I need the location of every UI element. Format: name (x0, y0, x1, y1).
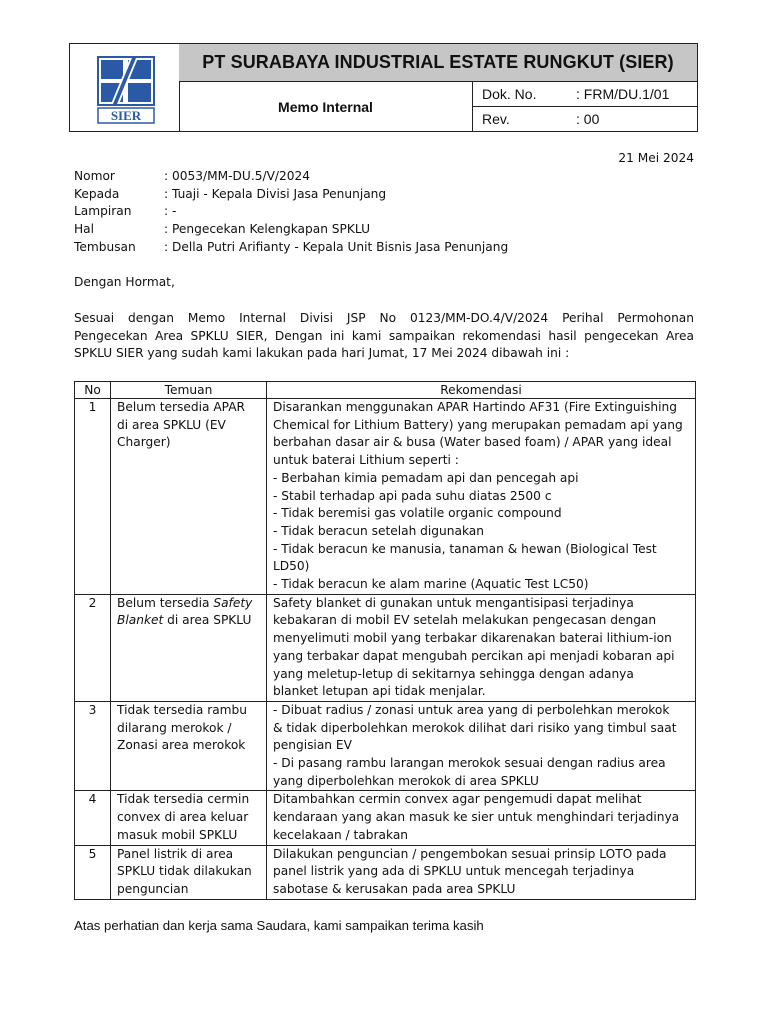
recommendation-line: yang diperbolehkan merokok di area SPKLU (273, 773, 539, 788)
meta-label: Kepada (74, 186, 120, 201)
recommendation-cell (267, 845, 696, 899)
recommendation-line: - Dibuat radius / zonasi untuk area yang di perbolehkan merokok (273, 702, 670, 717)
finding-cell (111, 399, 267, 595)
doc-number-label: Dok. No. (482, 86, 537, 102)
recommendation-line: berbahan dasar air & busa (Water based foam) / APAR yang ideal (273, 435, 672, 450)
recommendation-line: - Tidak beremisi gas volatile organic compound (273, 506, 562, 521)
recommendation-line: kebakaran di mobil EV setelah melakukan pengecasan dengan (273, 613, 657, 628)
recommendation-cell (267, 399, 696, 595)
recommendation-line: yang terbakar dapat mengubah percikan api menjadi kobaran api (273, 648, 675, 663)
table-row (75, 791, 696, 845)
meta-label: Lampiran (74, 204, 132, 219)
column-header-temuan: Temuan (111, 382, 267, 399)
finding-line: Tidak tersedia cermin (117, 792, 250, 807)
meta-value: : Della Putri Arifianty - Kepala Unit Bisnis Jasa Penunjang (164, 239, 509, 254)
finding-cell (111, 845, 267, 899)
doc-number-value: : FRM/DU.1/01 (576, 86, 670, 102)
recommendation-line: kecelakaan / tabrakan (273, 827, 409, 842)
recommendation-line: - Di pasang rambu larangan merokok sesuai dengan radius area (273, 756, 666, 771)
finding-line: Panel listrik di area (117, 846, 234, 861)
finding-line (117, 612, 260, 630)
finding-text: Belum tersedia (117, 595, 214, 610)
recommendation-line: - Tidak beracun ke manusia, tanaman & hewan (Biological Test (273, 541, 657, 556)
finding-line: SPKLU tidak dilakukan (117, 864, 252, 879)
recommendation-line: - Tidak beracun ke alam marine (Aquatic Test LC50) (273, 577, 589, 592)
finding-cell (111, 791, 267, 845)
finding-line: di area SPKLU (EV (117, 417, 226, 432)
paragraph-line: SPKLU SIER yang sudah kami lakukan pada hari Jumat, 17 Mei 2024 dibawah ini : (74, 346, 570, 361)
recommendation-line: Dilakukan penguncian / pengembokan sesuai prinsip LOTO pada (273, 846, 667, 861)
table-header-row (75, 382, 696, 399)
memo-type: Memo Internal (179, 82, 473, 131)
recommendation-line: - Tidak beracun setelah digunakan (273, 523, 484, 538)
finding-line (117, 595, 260, 613)
logo-text: SIER (110, 108, 142, 123)
row-number: 5 (75, 845, 111, 899)
row-number: 2 (75, 594, 111, 701)
revision-label: Rev. (482, 111, 510, 127)
meta-value: : 0053/MM-DU.5/V/2024 (164, 169, 311, 183)
row-number: 3 (75, 701, 111, 791)
recommendation-cell (267, 594, 696, 701)
recommendation-line: pengisian EV (273, 738, 352, 753)
finding-italic-text: Safety (213, 595, 253, 610)
recommendation-line: sabotase & kerusakan pada area SPKLU (273, 881, 516, 896)
recommendation-line: kendaraan yang akan masuk ke sier untuk menghindari terjadinya (273, 810, 680, 825)
recommendation-cell (267, 701, 696, 791)
recommendation-line: yang meletup-letup di sekitarnya sehingga dengan adanya (273, 666, 634, 681)
recommendation-line: blanket letupan api tidak menjalar. (273, 684, 486, 699)
table-row (75, 399, 696, 595)
recommendation-line: panel listrik yang ada di SPKLU untuk mencegah terjadinya (273, 864, 635, 879)
table-row (75, 845, 696, 899)
recommendation-line: untuk baterai Lithium seperti : (273, 453, 459, 468)
memo-date: 21 Mei 2024 (618, 151, 694, 165)
intro-paragraph (74, 310, 694, 363)
greeting: Dengan Hormat, (74, 275, 175, 289)
meta-value: : Pengecekan Kelengkapan SPKLU (164, 222, 370, 237)
row-number: 1 (75, 399, 111, 595)
recommendation-line: Chemical for Lithium Battery) yang merupakan pemadam api yang (273, 417, 683, 432)
row-number: 4 (75, 791, 111, 845)
paragraph-line: Pengecekan Area SPKLU SIER, Dengan ini kami sampaikan rekomendasi hasil pengecekan Area (74, 328, 694, 343)
finding-italic-text: Blanket (117, 613, 164, 628)
recommendation-line: & tidak diperbolehkan merokok dilihat dari risiko yang timbul saat (273, 720, 677, 735)
finding-line: Zonasi area merokok (117, 738, 246, 753)
company-name: PT SURABAYA INDUSTRIAL ESTATE RUNGKUT (SIER) (179, 44, 697, 82)
document-header (69, 43, 698, 132)
finding-line: penguncian (117, 881, 189, 896)
findings-table (74, 381, 696, 900)
doc-number-row (473, 82, 697, 107)
meta-label: Nomor (74, 169, 115, 183)
meta-label: Tembusan (74, 239, 136, 254)
finding-line: Charger) (117, 435, 171, 450)
finding-cell (111, 701, 267, 791)
recommendation-line: Ditambahkan cermin convex agar pengemudi dapat melihat (273, 792, 642, 807)
finding-text: di area SPKLU (163, 613, 252, 628)
recommendation-line: - Berbahan kimia pemadam api dan pencegah api (273, 470, 579, 485)
column-header-no: No (75, 382, 111, 399)
revision-value: : 00 (576, 111, 600, 127)
meta-value: : - (164, 204, 177, 219)
finding-line: convex di area keluar (117, 810, 249, 825)
meta-label: Hal (74, 222, 95, 237)
column-header-rekomendasi: Rekomendasi (267, 382, 696, 399)
recommendation-line: LD50) (273, 559, 310, 574)
table-row (75, 701, 696, 791)
meta-value: : Tuaji - Kepala Divisi Jasa Penunjang (164, 186, 387, 201)
finding-line: Belum tersedia APAR (117, 400, 246, 414)
finding-line: dilarang merokok / (117, 720, 232, 735)
paragraph-line: Sesuai dengan Memo Internal Divisi JSP No 0123/MM-DO.4/V/2024 Perihal Permohonan (74, 311, 694, 325)
recommendation-line: menyelimuti mobil yang terbakar dikarenakan baterai lithium-ion (273, 631, 672, 646)
logo-cell (70, 44, 180, 131)
recommendation-line: Disarankan menggunakan APAR Hartindo AF31 (Fire Extinguishing (273, 400, 677, 414)
revision-row (473, 107, 697, 131)
finding-line: Tidak tersedia rambu (117, 702, 248, 717)
sier-logo (97, 56, 155, 124)
closing-statement: Atas perhatian dan kerja sama Saudara, kami sampaikan terima kasih (74, 918, 484, 933)
recommendation-cell (267, 791, 696, 845)
finding-cell (111, 594, 267, 701)
finding-line: masuk mobil SPKLU (117, 827, 238, 842)
table-row (75, 594, 696, 701)
recommendation-line: - Stabil terhadap api pada suhu diatas 2500 c (273, 488, 552, 503)
recommendation-line: Safety blanket di gunakan untuk mengantisipasi terjadinya (273, 595, 634, 610)
